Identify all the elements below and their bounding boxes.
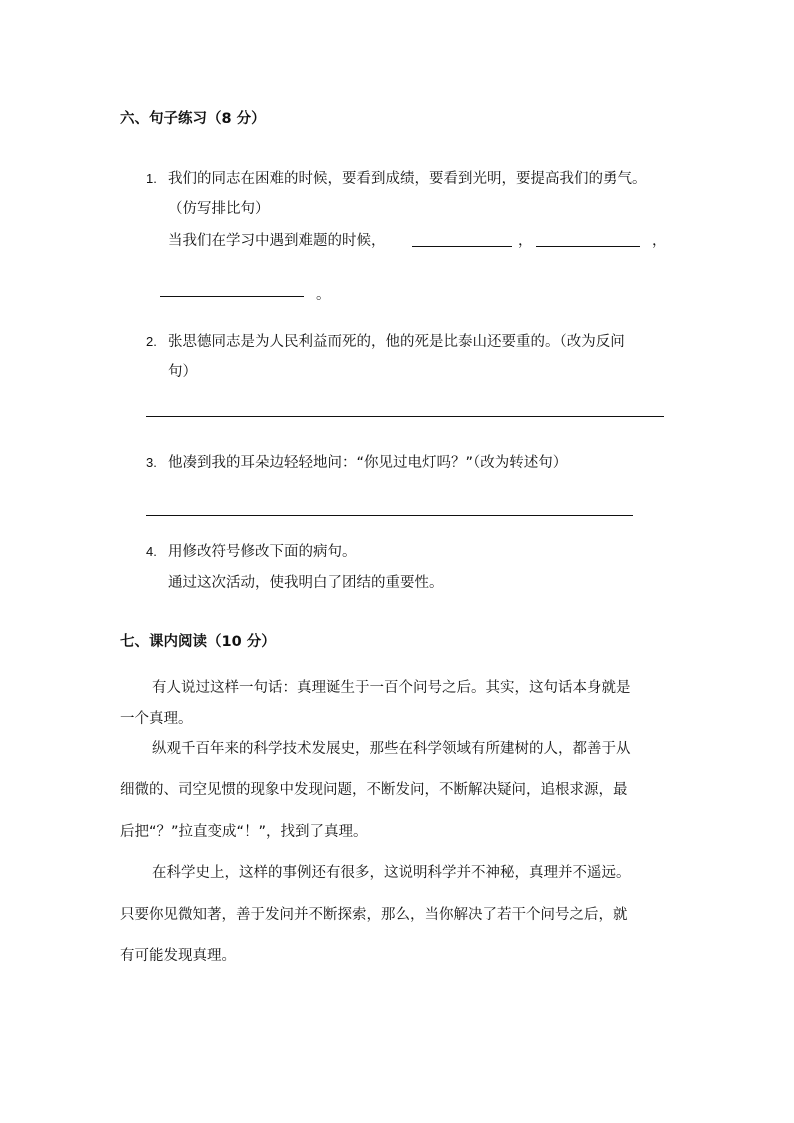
blank-comma-2: ， (652, 233, 667, 249)
question-2-text-cont: 句） (168, 364, 197, 380)
question-1-text: 我们的同志在困难的时候，要看到成绩，要看到光明，要提高我们的勇气。 (168, 171, 647, 187)
answer-line-2[interactable] (146, 416, 664, 417)
blank-comma-1: ， (518, 233, 533, 249)
answer-blank-1[interactable] (412, 246, 512, 247)
answer-blank-3[interactable] (160, 296, 304, 297)
section-7-title: 七、课内阅读（10 分） (120, 634, 276, 650)
paragraph-1-line-1: 有人说过这样一句话：真理诞生于一百个问号之后。其实，这句话本身就是 (152, 680, 631, 696)
answer-blank-2[interactable] (536, 246, 640, 247)
paragraph-2-line-1: 纵观千百年来的科学技术发展史，那些在科学领域有所建树的人，都善于从 (152, 741, 631, 757)
paragraph-3-line-2: 只要你见微知著，善于发问并不断探索，那么，当你解决了若干个问号之后，就 (120, 907, 628, 923)
paragraph-1-line-2: 一个真理。 (120, 711, 193, 727)
question-4-sentence: 通过这次活动，使我明白了团结的重要性。 (168, 575, 444, 591)
question-2-text: 张思德同志是为人民利益而死的，他的死是比泰山还要重的。（改为反问 (168, 334, 625, 350)
question-1-note: （仿写排比句） (168, 201, 270, 217)
paragraph-3-line-1: 在科学史上，这样的事例还有很多，这说明科学并不神秘，真理并不遥远。 (152, 865, 631, 881)
answer-line-3[interactable] (146, 515, 633, 516)
question-4-text: 用修改符号修改下面的病句。 (168, 544, 357, 560)
question-4-number: 4. (146, 544, 157, 559)
question-2-number: 2. (146, 334, 157, 349)
question-1-number: 1. (146, 171, 157, 186)
question-3-number: 3. (146, 455, 157, 470)
question-3-text: 他凑到我的耳朵边轻轻地问：“你见过电灯吗？”（改为转述句） (168, 455, 568, 471)
question-1-prompt: 当我们在学习中遇到难题的时候， (168, 233, 386, 249)
paragraph-2-line-2: 细微的、司空见惯的现象中发现问题，不断发问，不断解决疑问，追根求源，最 (120, 782, 628, 798)
blank-period: 。 (316, 287, 331, 303)
paragraph-3-line-3: 有可能发现真理。 (120, 948, 236, 964)
paragraph-2-line-3: 后把“？”拉直变成“！”，找到了真理。 (120, 824, 368, 840)
section-6-title: 六、句子练习（8 分） (120, 111, 266, 127)
